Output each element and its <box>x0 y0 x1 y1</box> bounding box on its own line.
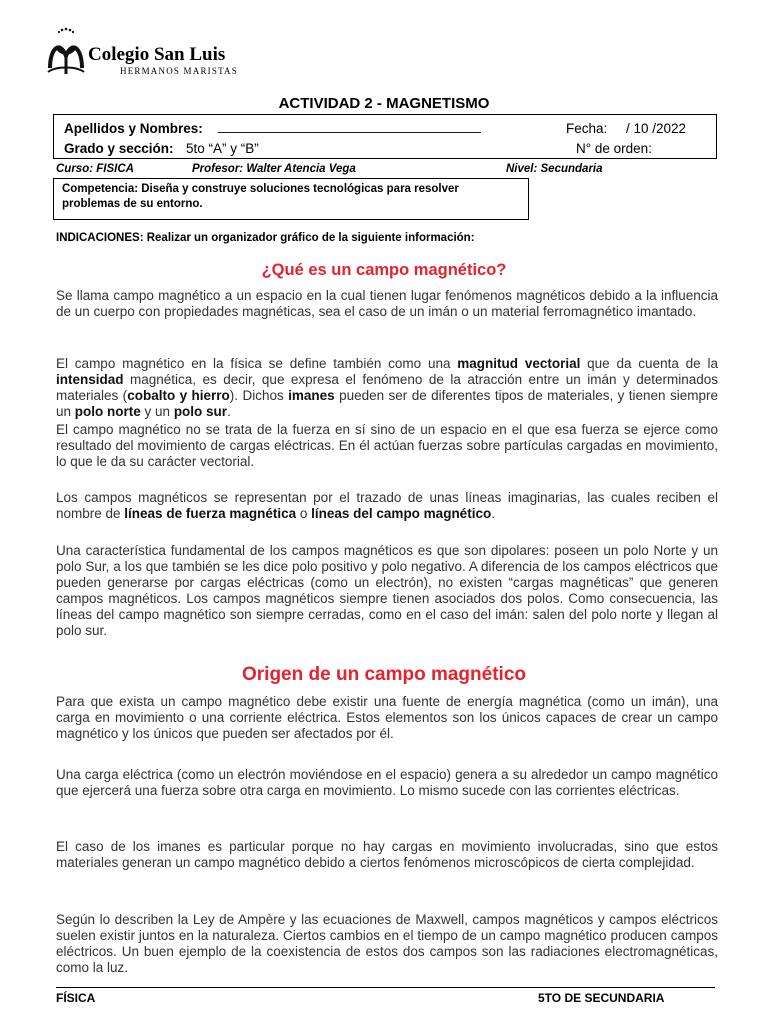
section1-paragraph-4: Los campos magnéticos se representan por el trazado de unas líneas imaginarias, las cuales reciben el nombre de líneas de fuerza magnética o líneas del campo magnético. <box>56 490 718 521</box>
section1-paragraph-1: Se llama campo magnético a un espacio en la cual tienen lugar fenómenos magnéticos debido a la influencia de un cuerpo con propiedades magnéticas, sea el caso de un imán o un material ferromagnético imantado. <box>56 288 718 319</box>
footer-left: FÍSICA <box>56 991 96 1005</box>
grade-label: Grado y sección: <box>64 141 174 156</box>
activity-title: ACTIVIDAD 2 - MAGNETISMO <box>278 95 490 112</box>
teacher-label: Profesor: Walter Atencia Vega <box>192 163 356 175</box>
section1-paragraph-5: Una característica fundamental de los campos magnéticos es que son dipolares: poseen un polo Norte y un polo Sur, a los que también se les dice polo positivo y polo negativo. A diferencia de los campos eléctricos que pueden generarse por cargas eléctricas (como un electrón), no existen “cargas magnéticas” que generen campos magnéticos. Los campos magnéticos siempre tienen asociados dos polos. Como consecuencia, las líneas del campo magnético son siempre cerradas, como en el caso del imán: salen del polo norte y llegan al polo sur. <box>56 543 718 638</box>
school-logo <box>46 26 266 78</box>
section1-paragraph-3: El campo magnético no se trata de la fuerza en sí sino de un espacio en el que esa fuerza se ejerce como resultado del movimiento de cargas eléctricas. En él actúan fuerzas sobre partículas cargadas en movimiento, lo que le da su carácter vectorial. <box>56 422 718 469</box>
level-label: Nivel: Secundaria <box>506 163 603 175</box>
section2-paragraph-4: Según lo describen la Ley de Ampère y las ecuaciones de Maxwell, campos magnéticos y campos eléctricos suelen existir juntos en la naturaleza. Ciertos cambios en el tiempo de un campo magnético producen campos eléctricos. Un buen ejemplo de la coexistencia de estos dos campos son las radiaciones electromagnéticas, como la luz. <box>56 912 718 975</box>
school-subtitle: HERMANOS MARISTAS <box>120 66 238 76</box>
student-info-box <box>53 114 717 159</box>
section2-heading: Origen de un campo magnético <box>242 664 526 685</box>
section2-paragraph-1: Para que exista un campo magnético debe existir una fuente de energía magnética (como un imán), una carga en movimiento o una corriente eléctrica. Estos elementos son los únicos capaces de crear un campo magnético y los únicos que pueden ser afectados por él. <box>56 694 718 741</box>
section1-paragraph-2: El campo magnético en la física se define también como una magnitud vectorial que da cuenta de la intensidad magnética, es decir, que expresa el fenómeno de la atracción entre un imán y determinados materiales (cobalto y hierro). Dichos imanes pueden ser de diferentes tipos de materiales, y tienen siempre un polo norte y un polo sur. <box>56 356 718 419</box>
order-label: N° de orden: <box>576 141 652 156</box>
name-label: Apellidos y Nombres: <box>64 121 203 136</box>
school-name: Colegio San Luis <box>88 44 226 65</box>
section2-paragraph-2: Una carga eléctrica (como un electrón moviéndose en el espacio) genera a su alrededor un campo magnético que ejercerá una fuerza sobre otra carga en movimiento. Lo mismo sucede con las corrientes eléctricas. <box>56 767 718 798</box>
date-value: / 10 /2022 <box>626 121 687 136</box>
name-blank: ___________________________________ <box>218 118 481 133</box>
footer-divider <box>56 987 715 988</box>
competencia-box: Competencia: Diseña y construye soluciones tecnológicas para resolver problemas de su entorno. <box>53 178 529 220</box>
indicaciones-label: INDICACIONES: <box>56 232 144 244</box>
grade-value: 5to “A” y “B” <box>186 141 259 156</box>
section1-heading: ¿Qué es un campo magnético? <box>261 261 507 279</box>
indicaciones <box>56 232 475 244</box>
school-crest-icon <box>46 26 86 78</box>
footer-right: 5TO DE SECUNDARIA <box>538 991 665 1005</box>
indicaciones-text: Realizar un organizador gráfico de la siguiente información: <box>143 232 475 244</box>
course-label: Curso: FISICA <box>56 163 134 175</box>
date-label: Fecha: <box>566 121 608 136</box>
section2-paragraph-3: El caso de los imanes es particular porque no hay cargas en movimiento involucradas, sino que estos materiales generan un campo magnético debido a ciertos fenómenos microscópicos de cierta complejidad. <box>56 839 718 870</box>
